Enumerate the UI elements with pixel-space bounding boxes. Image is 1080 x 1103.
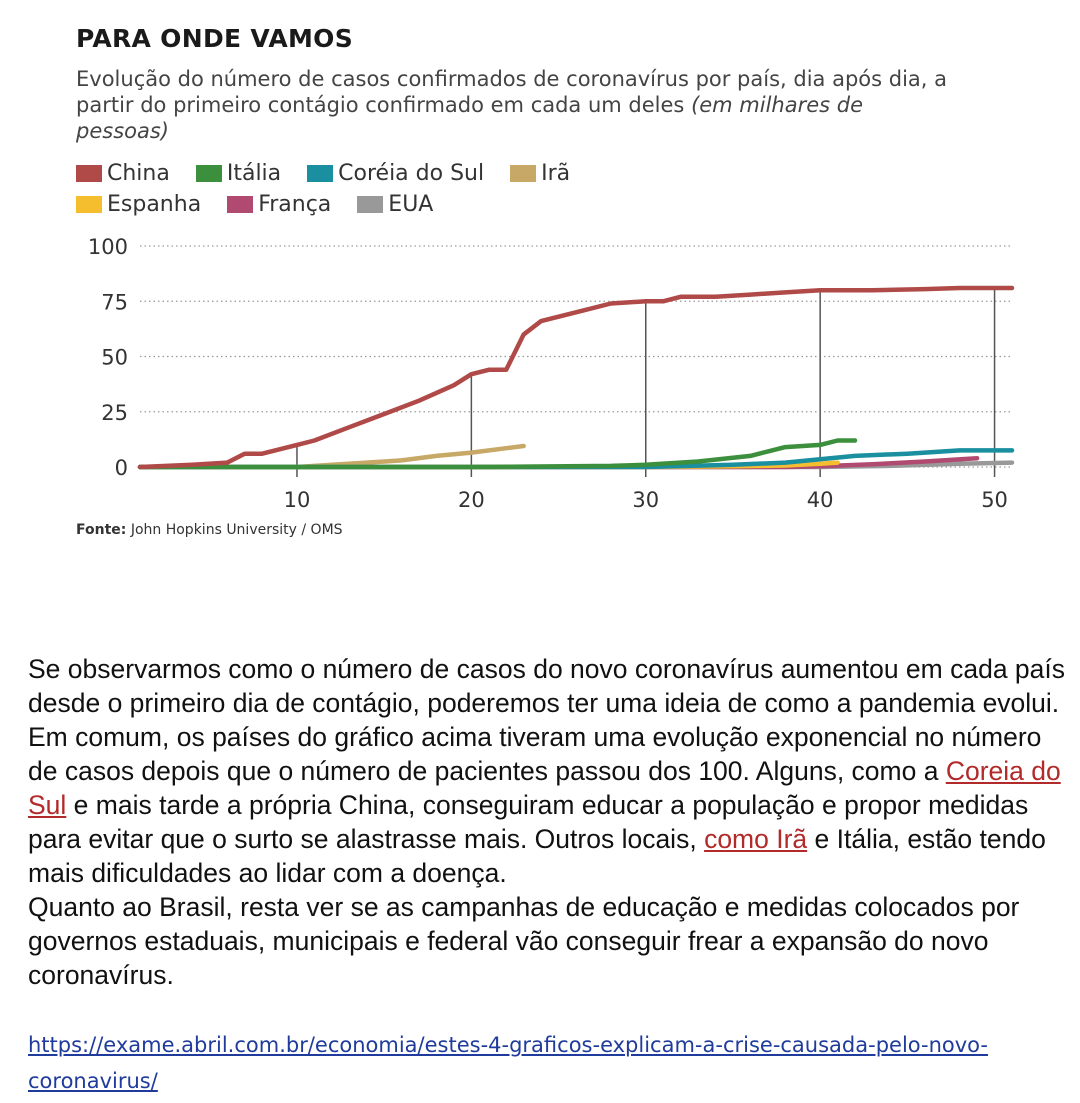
legend-item-china: [76, 161, 170, 186]
source-url-link[interactable]: https://exame.abril.com.br/economia/estes-4-graficos-explicam-a-crise-causada-pelo-novo-coronavirus/: [28, 1033, 989, 1093]
series-line-china: [140, 288, 1012, 467]
article-paragraph-2: [28, 720, 1068, 890]
chart-legend: [76, 158, 776, 220]
y-tick-label-50: 50: [101, 345, 128, 370]
legend-swatch-franca: [227, 196, 253, 213]
legend-item-italia: [196, 161, 281, 186]
legend-swatch-italia: [196, 165, 222, 182]
y-tick-label-75: 75: [101, 290, 128, 315]
x-tick-label-50: 50: [981, 488, 1008, 512]
link-como-ira[interactable]: como Irã: [704, 824, 808, 854]
legend-swatch-china: [76, 165, 102, 182]
legend-swatch-espanha: [76, 196, 102, 213]
legend-label-eua: EUA: [388, 192, 434, 217]
legend-row-2: [76, 189, 776, 220]
y-tick-label-25: 25: [101, 400, 128, 425]
legend-label-coreia: Coréia do Sul: [338, 161, 485, 186]
legend-row-1: [76, 158, 776, 189]
link-coreia-do-sul[interactable]: Coreia do Sul: [28, 756, 1061, 820]
paragraph-2-text-c: e Itália, estão tendo mais dificuldades ao lidar com a doença.: [28, 824, 1046, 888]
subtitle-text: Evolução do número de casos confirmados de coronavírus por país, dia após dia, a partir do primeiro contágio confirmado em cada um deles: [76, 67, 948, 117]
legend-swatch-eua: [357, 196, 383, 213]
x-tick-label-30: 30: [632, 488, 660, 512]
legend-item-ira: [510, 161, 570, 186]
legend-item-espanha: [76, 192, 201, 217]
legend-label-franca: França: [258, 192, 332, 217]
legend-label-italia: Itália: [226, 161, 282, 186]
chart-title: PARA ONDE VAMOS: [76, 24, 354, 53]
subtitle-unit: (em milhares de pessoas): [76, 93, 864, 143]
chart-source: [76, 522, 343, 538]
y-tick-label-0: 0: [114, 456, 128, 480]
source-label: Fonte:: [76, 522, 127, 538]
x-tick-label-10: 10: [283, 488, 311, 512]
legend-item-coreia: [307, 161, 484, 186]
legend-item-franca: [227, 192, 331, 217]
chart-subtitle: [76, 66, 956, 144]
x-tick-label-40: 40: [806, 488, 834, 512]
source-text: John Hopkins University / OMS: [130, 522, 343, 538]
legend-label-china: China: [107, 161, 170, 186]
line-chart: [0, 225, 1080, 520]
paragraph-2-text-a: Em comum, os países do gráfico acima tiveram uma evolução exponencial no número de casos depois que o número de pacientes passou dos 100. Alguns, como a: [28, 722, 1042, 786]
article-body: [28, 652, 1068, 992]
legend-swatch-ira: [510, 165, 536, 182]
legend-label-ira: Irã: [541, 161, 571, 186]
source-url: [28, 1027, 1068, 1099]
legend-label-espanha: Espanha: [107, 192, 202, 217]
y-tick-label-100: 100: [87, 235, 128, 259]
article-paragraph-1: Se observarmos como o número de casos do novo coronavírus aumentou em cada país desde o primeiro dia de contágio, poderemos ter uma ideia de como a pandemia evolui.: [28, 654, 1066, 718]
legend-swatch-coreia: [307, 165, 333, 182]
paragraph-2-text-b: e mais tarde a própria China, conseguiram educar a população e propor medidas para evitar que o surto se alastrasse mais. Outros locais,: [28, 790, 1029, 854]
legend-item-eua: [357, 192, 433, 217]
article-paragraph-3: Quanto ao Brasil, resta ver se as campanhas de educação e medidas colocados por governos estaduais, municipais e federal vão conseguir frear a expansão do novo coronavírus.: [28, 892, 1020, 990]
x-tick-label-20: 20: [457, 488, 485, 512]
